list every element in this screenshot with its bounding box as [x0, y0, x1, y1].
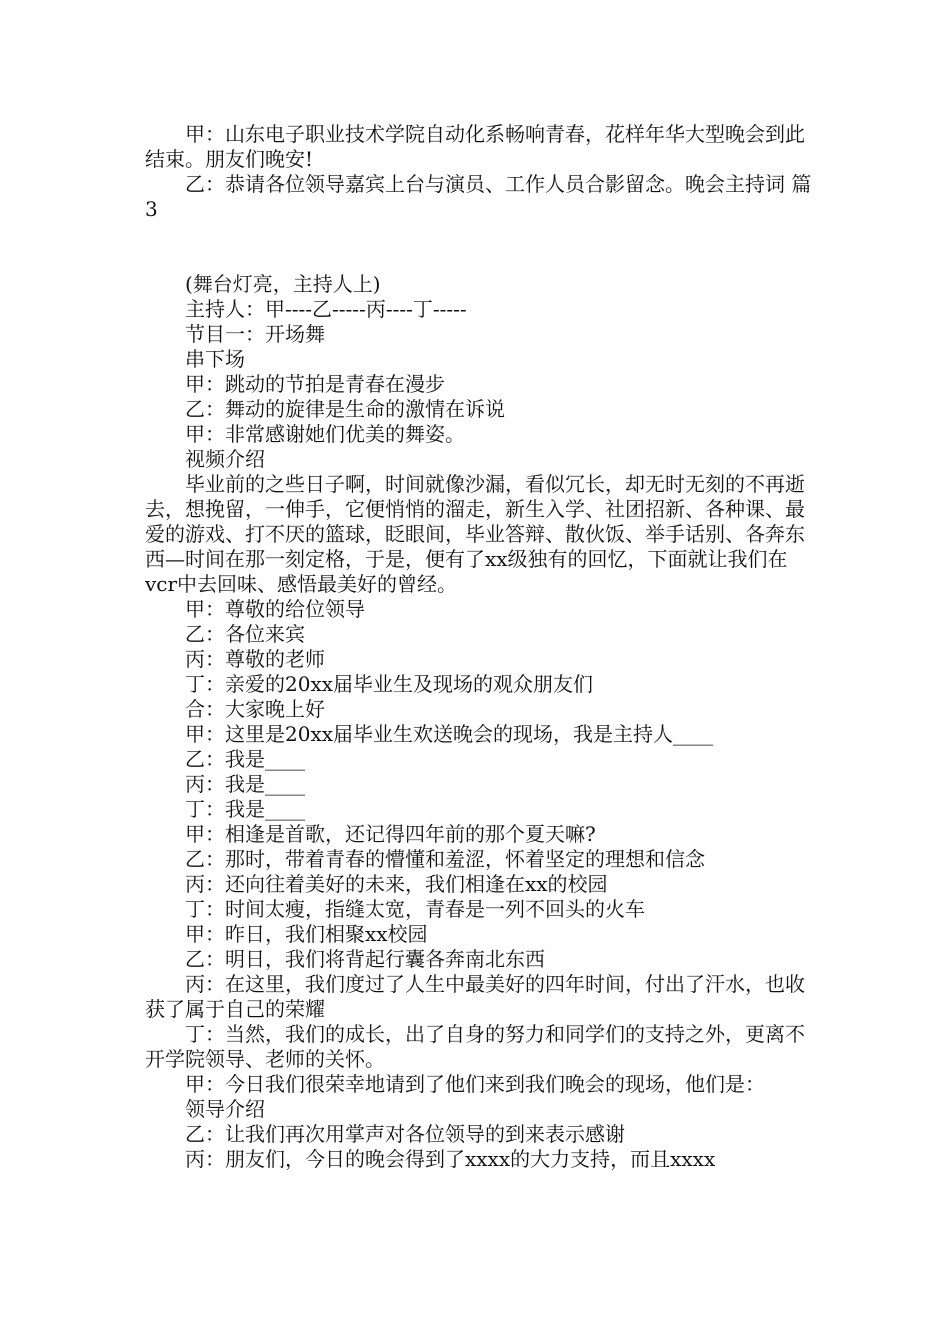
paragraph: 节目一：开场舞	[185, 322, 325, 346]
paragraph: 甲：跳动的节拍是青春在漫步	[185, 372, 445, 396]
paragraph: 主持人：甲----乙-----丙----丁-----	[185, 297, 467, 321]
paragraph: 甲：相逢是首歌，还记得四年前的那个夏天嘛?	[185, 822, 596, 846]
paragraph: 领导介绍	[185, 1097, 265, 1121]
paragraph: 丁：我是____	[185, 797, 305, 821]
paragraph: (舞台灯亮，主持人上)	[185, 272, 381, 296]
paragraph: 甲：今日我们很荣幸地请到了他们来到我们晚会的现场，他们是：	[185, 1072, 765, 1096]
paragraph: 乙：舞动的旋律是生命的激情在诉说	[185, 397, 505, 421]
document-page	[145, 122, 815, 1172]
paragraph: 丙：还向往着美好的未来，我们相逢在xx的校园	[185, 872, 608, 896]
paragraph: 丙：朋友们，今日的晚会得到了xxxx的大力支持，而且xxxx	[185, 1147, 716, 1171]
paragraph: 乙：那时，带着青春的懵懂和羞涩，怀着坚定的理想和信念	[185, 847, 705, 871]
paragraph: 甲：昨日，我们相聚xx校园	[185, 922, 428, 946]
paragraph: 乙：我是____	[185, 747, 305, 771]
paragraph: 乙：明日，我们将背起行囊各奔南北东西	[185, 947, 545, 971]
paragraph: 丁：时间太瘦，指缝太宽，青春是一列不回头的火车	[185, 897, 645, 921]
paragraph: 甲：这里是20xx届毕业生欢送晚会的现场，我是主持人____	[185, 722, 714, 746]
paragraph: 串下场	[185, 347, 245, 371]
paragraph: 丙：尊敬的老师	[185, 647, 325, 671]
paragraph: 甲：非常感谢她们优美的舞姿。	[185, 422, 465, 446]
paragraph: 丙：我是____	[185, 772, 305, 796]
paragraph: 乙：恭请各位领导嘉宾上台与演员、工作人员合影留念。晚会主持词 篇3	[145, 172, 812, 221]
paragraph: 毕业前的之些日子啊，时间就像沙漏，看似冗长，却无时无刻的不再逝去，想挽留，一伸手，它便悄悄的溜走，新生入学、社团招新、各种课、最爱的游戏、打不厌的篮球，眨眼间，毕业答辩、散伙饭、举手话别、各奔东西—时间在那一刻定格，于是，便有了xx级独有的回忆，下面就让我们在vcr中去回味、感悟最美好的曾经。	[145, 472, 805, 596]
paragraph: 视频介绍	[185, 447, 265, 471]
paragraph: 乙：各位来宾	[185, 622, 305, 646]
paragraph: 乙：让我们再次用掌声对各位领导的到来表示感谢	[185, 1122, 625, 1146]
paragraph: 甲：山东电子职业技术学院自动化系畅响青春，花样年华大型晚会到此结束。朋友们晚安!	[145, 122, 805, 171]
spacer	[145, 222, 815, 272]
paragraph: 合：大家晚上好	[185, 697, 325, 721]
paragraph: 甲：尊敬的给位领导	[185, 597, 365, 621]
paragraph: 丙：在这里，我们度过了人生中最美好的四年时间，付出了汗水，也收获了属于自己的荣耀	[145, 972, 805, 1021]
paragraph: 丁：当然，我们的成长，出了自身的努力和同学们的支持之外，更离不开学院领导、老师的关怀。	[145, 1022, 805, 1071]
paragraph: 丁：亲爱的20xx届毕业生及现场的观众朋友们	[185, 672, 594, 696]
